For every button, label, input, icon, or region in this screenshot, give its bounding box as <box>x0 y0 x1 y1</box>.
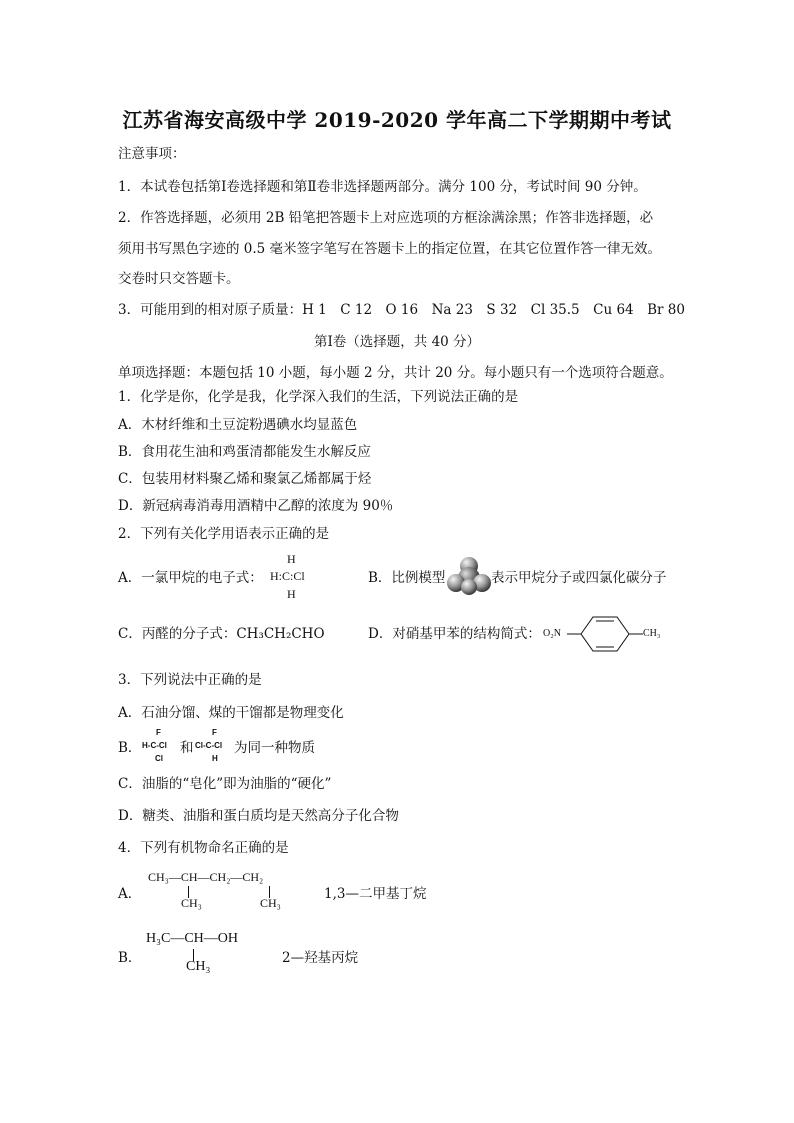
q1-option-c: C．包装用材料聚乙烯和聚氯乙烯都属于烃 <box>118 471 372 487</box>
mol2-bottom-atom: H <box>212 754 218 763</box>
q4-option-b-name: 2—羟基丙烷 <box>282 950 359 966</box>
q3-option-c: C．油脂的“皂化”即为油脂的“硬化” <box>118 776 332 792</box>
formula-bottom-atom: H <box>287 587 296 601</box>
mol1-top-atom: F <box>156 728 161 737</box>
q3-stem: 3．下列说法中正确的是 <box>118 672 262 688</box>
q4-option-a-label: A． <box>118 886 142 902</box>
b-substituent: CH₃ <box>186 959 211 974</box>
q2-option-c: C．丙醛的分子式：CH₃CH₂CHO <box>118 626 325 642</box>
q1-option-a: A．木材纤维和土豆淀粉遇碘水均显蓝色 <box>118 417 358 433</box>
q3-option-d: D．糖类、油脂和蛋白质均是天然高分子化合物 <box>118 808 399 824</box>
q1-stem: 1．化学是你，化学是我，化学深入我们的生活，下列说法正确的是 <box>118 389 519 405</box>
mol1-bottom-atom: Cl <box>155 754 163 763</box>
q4-stem: 4．下列有机物命名正确的是 <box>118 840 289 856</box>
a-substituent-2: CH₃ <box>260 896 281 910</box>
notice-item-1: 1．本试卷包括第Ⅰ卷选择题和第Ⅱ卷非选择题两部分。满分 100 分，考试时间 90 分钟。 <box>118 179 647 195</box>
q2-option-b-label: B．比例模型 <box>368 570 446 586</box>
nitrotoluene-structure <box>543 614 673 654</box>
b-main-chain: H₃C—CH—OH <box>146 931 238 946</box>
q2-stem: 2．下列有关化学用语表示正确的是 <box>118 526 330 542</box>
formula-top-atom: H <box>287 552 296 566</box>
section-title: 第Ⅰ卷（选择题，共 40 分） <box>313 334 481 350</box>
q3-option-b-label: B． <box>118 740 142 756</box>
formula-middle-row: H:C:Cl <box>270 569 305 583</box>
q2-option-d-label: D．对硝基甲苯的结构简式： <box>368 626 541 642</box>
q4-option-b-structure <box>146 931 266 977</box>
q2-option-a-electron-formula <box>270 552 330 604</box>
notice-item-2-line-1: 2．作答选择题，必须用 2B 铅笔把答题卡上对应选项的方框涂满涂黑；作答非选择题，必 <box>118 210 654 226</box>
q1-option-d: D．新冠病毒消毒用酒精中乙醇的浓度为 90％ <box>118 498 394 514</box>
q4-option-a-name: 1,3—二甲基丁烷 <box>324 886 427 902</box>
q3-option-b-and: 和 <box>180 740 194 756</box>
mol1-middle-row: H-C-Cl <box>142 741 167 750</box>
notice-item-2-line-2: 须用书写黑色字迹的 0.5 毫米签字笔写在答题卡上的指定位置，在其它位置作答一律无效。 <box>118 241 662 257</box>
q1-option-b: B．食用花生油和鸡蛋清都能发生水解反应 <box>118 444 371 460</box>
q4-option-a-structure <box>148 870 298 914</box>
a-main-chain: CH₃—CH—CH₂—CH₂ <box>148 870 264 884</box>
nitro-group-label: O₂N <box>543 628 561 639</box>
q3-option-a: A．石油分馏、煤的干馏都是物理变化 <box>118 705 344 721</box>
notice-heading: 注意事项： <box>118 146 186 162</box>
q3-option-b-text: 为同一种物质 <box>234 740 315 756</box>
q2-option-a-label: A．一氯甲烷的电子式： <box>118 570 263 586</box>
methyl-group-label: CH₃ <box>643 628 661 639</box>
benzene-ring-icon <box>567 614 647 654</box>
notice-item-2-line-3: 交卷时只交答题卡。 <box>118 271 240 287</box>
notice-item-3: 3．可能用到的相对原子质量：H 1 C 12 O 16 Na 23 S 32 Cl 35.5 Cu 64 Br 80 <box>118 302 685 318</box>
a-substituent-1: CH₃ <box>181 896 202 910</box>
space-filling-model-image <box>445 556 493 596</box>
q2-option-b-text: 表示甲烷分子或四氯化碳分子 <box>491 570 667 586</box>
mol2-top-atom: F <box>212 728 217 737</box>
q3-molecule-1 <box>140 728 184 766</box>
mol2-middle-row: Cl-C-Cl <box>195 741 223 750</box>
section-instruction: 单项选择题：本题包括 10 小题，每小题 2 分，共计 20 分。每小题只有一个选项符合题意。 <box>118 365 673 381</box>
q4-option-b-label: B． <box>118 950 142 966</box>
page-title: 江苏省海安高级中学 2019-2020 学年高二下学期期中考试 <box>122 108 672 132</box>
